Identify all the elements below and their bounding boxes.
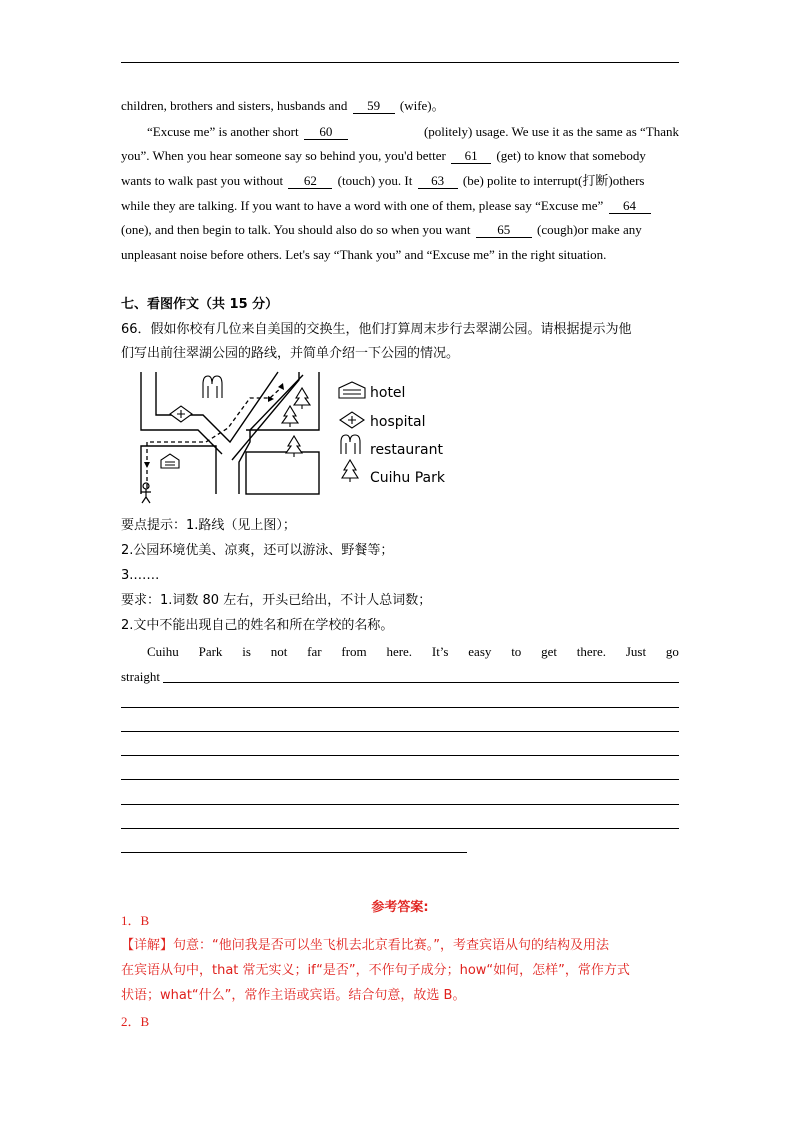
hotel-icon [161, 454, 179, 468]
road-edge [141, 446, 216, 494]
essay-start-line-2: straight [121, 669, 160, 684]
text: (get) to know that somebody [496, 148, 646, 163]
essay-word: Park [198, 644, 223, 659]
route-arrow [278, 383, 284, 390]
answer-1: 1．B [121, 913, 150, 928]
blank-62: 62 [288, 174, 332, 189]
text: children, brothers and sisters, husbands and [121, 98, 348, 113]
cloze-line-5 [121, 197, 679, 215]
writing-line[interactable] [121, 707, 679, 708]
tip-2: 2.公园环境优美、凉爽，还可以游泳、野餐等； [121, 543, 394, 558]
answer-1-detail-line-2: 在宾语从句中，that 常无实义；if“是否”，不作句子成分；how“如何，怎样”，常作方式 [121, 963, 630, 978]
text: (be) polite to interrupt(打断)others [462, 173, 645, 188]
essay-word: there. [576, 644, 607, 659]
legend-hotel-label: hotel [370, 385, 406, 401]
requirement-1: 要求：1.词数 80 左右，开头已给出，不计人总词数； [121, 593, 432, 608]
route-path [147, 386, 283, 488]
tree-icon [286, 436, 302, 457]
blank-63: 63 [418, 174, 458, 189]
writing-line[interactable] [163, 682, 679, 683]
legend-hospital-icon [340, 412, 364, 428]
legend-hospital-label: hospital [370, 414, 426, 430]
route-map [128, 370, 448, 505]
essay-word: Cuihu [147, 644, 179, 659]
answers-title: 参考答案: [371, 900, 429, 915]
requirement-2: 2.文中不能出现自己的姓名和所在学校的名称。 [121, 618, 394, 633]
hospital-icon [170, 406, 192, 422]
tree-icon [282, 406, 298, 427]
block [246, 452, 319, 494]
text: (one), and then begin to talk. You should also do so when you want [121, 222, 471, 237]
legend-restaurant-icon [341, 435, 360, 454]
essay-start-line-1 [121, 643, 679, 661]
header-rule [121, 62, 679, 63]
section-heading: 七、看图作文（共 15 分） [121, 297, 279, 312]
answer-1-detail-line-3: 状语；what“什么”，常作主语或宾语。结合句意，故选 B。 [121, 988, 466, 1003]
blank-61: 61 [451, 149, 491, 164]
road-edge [239, 375, 303, 494]
cloze-line-4 [121, 172, 679, 190]
legend-tree-icon [342, 460, 358, 482]
writing-line[interactable] [121, 779, 679, 780]
writing-line[interactable] [121, 852, 467, 853]
essay-word: easy [468, 644, 492, 659]
writing-line[interactable] [121, 755, 679, 756]
text: (cough)or make any [537, 222, 642, 237]
tree-icon [294, 388, 310, 409]
legend-hotel-icon [339, 382, 365, 398]
writing-line[interactable] [121, 804, 679, 805]
blank-64: 64 [609, 199, 651, 214]
writing-line[interactable] [121, 828, 679, 829]
essay-word: go [665, 644, 679, 659]
answer-2: 2．B [121, 1014, 150, 1029]
tip-1: 要点提示：1.路线（见上图）； [121, 518, 296, 533]
cloze-line-3 [121, 147, 679, 165]
essay-word: It’s [431, 644, 449, 659]
essay-word: Just [625, 644, 647, 659]
text: you”. When you hear someone say so behind you, you'd better [121, 148, 446, 163]
essay-word: not [270, 644, 288, 659]
essay-word: get [541, 644, 557, 659]
answer-1-detail-line-1: 【详解】句意：“他问我是否可以坐飞机去北京看比赛。”，考查宾语从句的结构及用法 [121, 938, 609, 953]
restaurant-icon [203, 376, 222, 398]
route-arrow [144, 462, 150, 468]
question-66-line-1: 66．假如你校有几位来自美国的交换生，他们打算周末步行去翠湖公园。请根据提示为他 [121, 322, 632, 337]
blank-59: 59 [353, 99, 395, 114]
essay-word: far [307, 644, 322, 659]
essay-word: is [242, 644, 251, 659]
writing-line[interactable] [121, 731, 679, 732]
cloze-line-1 [121, 97, 679, 115]
question-66-line-2: 们写出前往翠湖公园的路线，并简单介绍一下公园的情况。 [121, 346, 460, 361]
legend-park-label: Cuihu Park [370, 470, 445, 486]
cloze-line-2 [121, 123, 679, 141]
text: (politely) usage. We use it as the same as “Thank [423, 124, 679, 139]
essay-word: here. [386, 644, 413, 659]
text: “Excuse me” is another short [147, 124, 299, 139]
essay-word: to [511, 644, 522, 659]
text: (touch) you. It [337, 173, 413, 188]
text: while they are talking. If you want to have a word with one of them, please say “Excuse me” [121, 198, 604, 213]
text: (wife)。 [399, 98, 445, 113]
cloze-line-7: unpleasant noise before others. Let's say “Thank you” and “Excuse me” in the right situation. [121, 247, 607, 262]
tip-3: 3.…… [121, 568, 160, 583]
blank-60: 60 [304, 125, 348, 140]
person-icon [141, 483, 151, 503]
road-edge [246, 372, 319, 430]
blank-65: 65 [476, 223, 532, 238]
essay-word: from [341, 644, 367, 659]
legend-restaurant-label: restaurant [370, 442, 443, 458]
text: wants to walk past you without [121, 173, 284, 188]
cloze-line-6 [121, 221, 679, 239]
